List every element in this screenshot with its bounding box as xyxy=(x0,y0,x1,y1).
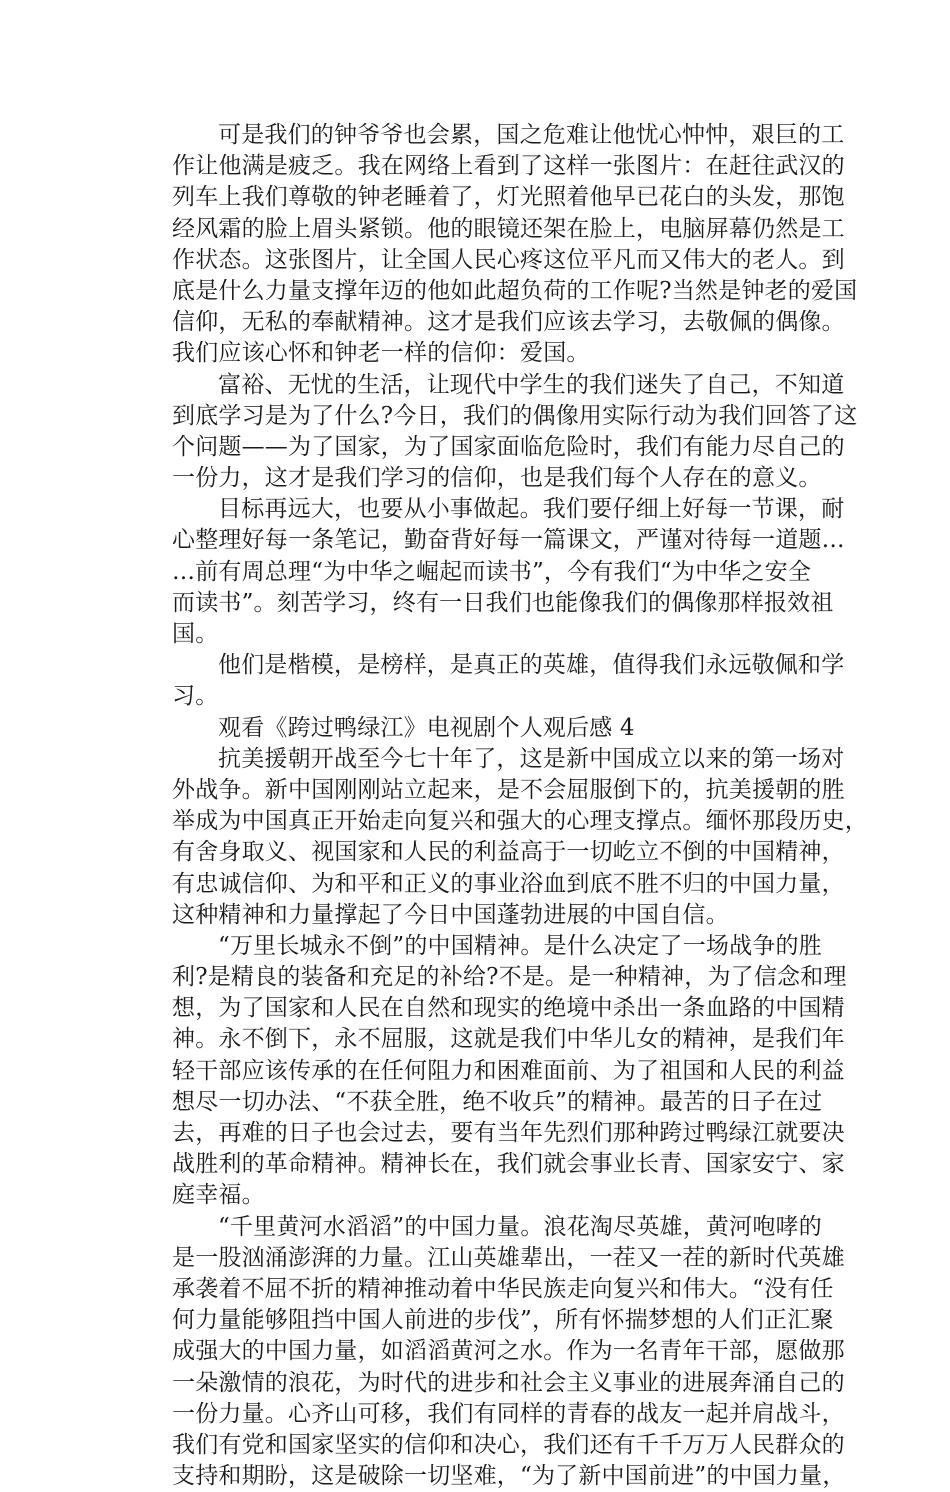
text-line: 想尽一切办法、“不获全胜，绝不收兵”的精神。最苦的日子在过 xyxy=(172,1088,823,1115)
text-line: 个问题——为了国家，为了国家面临危险时，我们有能力尽自己的 xyxy=(172,433,845,460)
text-line: 想，为了国家和人民在自然和现实的绝境中杀出一条血路的中国精 xyxy=(172,995,845,1022)
text-line: 利?是精良的装备和充足的补给?不是。是一种精神，为了信念和理 xyxy=(172,964,847,991)
text-line: “万里长城永不倒”的中国精神。是什么决定了一场战争的胜 xyxy=(218,932,822,959)
article-body xyxy=(172,120,868,1492)
text-line: 而读书”。刻苦学习，终有一日我们也能像我们的偶像那样报效祖 xyxy=(172,589,834,616)
text-line: 作让他满是疲乏。我在网络上看到了这样一张图片：在赶往武汉的 xyxy=(172,153,845,180)
text-line: 有舍身取义、视国家和人民的利益高于一切屹立不倒的中国精神， xyxy=(172,839,845,866)
text-line: 可是我们的钟爷爷也会累，国之危难让他忧心忡忡，艰巨的工 xyxy=(218,122,845,148)
text-line: 习。 xyxy=(172,683,219,710)
section-heading: 观看《跨过鸭绿江》电视剧个人观后感 4 xyxy=(218,714,635,741)
text-line: 富裕、无忧的生活，让现代中学生的我们迷失了自己，不知道 xyxy=(218,371,845,398)
text-line: 是一股汹涌澎湃的力量。江山英雄辈出，一茬又一茬的新时代英雄 xyxy=(172,1244,845,1271)
text-line: 经风霜的脸上眉头紧锁。他的眼镜还架在脸上，电脑屏幕仍然是工 xyxy=(172,215,845,242)
text-line: 底是什么力量支撑年迈的他如此超负荷的工作呢?当然是钟老的爱国 xyxy=(172,277,858,304)
text-line: 一份力，这才是我们学习的信仰，也是我们每个人存在的意义。 xyxy=(172,465,822,492)
text-line: 神。永不倒下，永不屈服，这就是我们中华儿女的精神，是我们年 xyxy=(172,1026,845,1053)
text-line: 成强大的中国力量，如滔滔黄河之水。作为一名青年干部，愿做那 xyxy=(172,1338,845,1365)
text-line: 这种精神和力量撑起了今日中国蓬勃进展的中国自信。 xyxy=(172,901,729,928)
text-line: 战胜利的革命精神。精神长在，我们就会事业长青、国家安宁、家 xyxy=(172,1151,845,1178)
text-line: 列车上我们尊敬的钟老睡着了，灯光照着他早已花白的头发，那饱 xyxy=(172,184,845,211)
text-line: 举成为中国真正开始走向复兴和强大的心理支撑点。缅怀那段历史， xyxy=(172,808,868,835)
text-line: 心整理好每一条笔记，勤奋背好每一篇课文，严谨对待每一道题… xyxy=(172,527,845,554)
text-line: 作状态。这张图片，让全国人民心疼这位平凡而又伟大的老人。到 xyxy=(172,246,845,273)
text-line: 何力量能够阻挡中国人前进的步伐”，所有怀揣梦想的人们正汇聚 xyxy=(172,1307,834,1334)
text-line: 一份力量。心齐山可移，我们有同样的青春的战友一起并肩战斗， xyxy=(172,1400,845,1427)
text-line: 去，再难的日子也会过去，要有当年先烈们那种跨过鸭绿江就要决 xyxy=(172,1120,845,1146)
text-line: 抗美援朝开战至今七十年了，这是新中国成立以来的第一场对 xyxy=(218,745,845,772)
text-line: 到底学习是为了什么?今日，我们的偶像用实际行动为我们回答了这 xyxy=(172,402,858,429)
text-line: “千里黄河水滔滔”的中国力量。浪花淘尽英雄，黄河咆哮的 xyxy=(218,1213,822,1240)
text-line: 支持和期盼，这是破除一切坚难，“为了新中国前进”的中国力量， xyxy=(172,1463,846,1490)
text-line: 我们有党和国家坚实的信仰和决心，我们还有千千万万人民群众的 xyxy=(172,1431,845,1458)
text-line: 信仰，无私的奉献精神。这才是我们应该去学习，去敬佩的偶像。 xyxy=(172,309,845,336)
text-line: 庭幸福。 xyxy=(172,1182,265,1209)
text-line: 他们是楷模，是榜样，是真正的英雄，值得我们永远敬佩和学 xyxy=(218,652,845,679)
text-line: 轻干部应该传承的在任何阻力和困难面前、为了祖国和人民的利益 xyxy=(172,1057,845,1084)
text-line: …前有周总理“为中华之崛起而读书”，今有我们“为中华之安全 xyxy=(172,558,812,585)
text-line: 承袭着不屈不折的精神推动着中华民族走向复兴和伟大。“没有任 xyxy=(172,1275,834,1302)
text-line: 我们应该心怀和钟老一样的信仰：爱国。 xyxy=(172,340,590,367)
text-line: 一朵激情的浪花，为时代的进步和社会主义事业的进展奔涌自己的 xyxy=(172,1369,845,1396)
text-line: 外战争。新中国刚刚站立起来，是不会屈服倒下的，抗美援朝的胜 xyxy=(172,776,845,803)
text-line: 国。 xyxy=(172,621,219,647)
text-line: 有忠诚信仰、为和平和正义的事业浴血到底不胜不归的中国力量， xyxy=(172,870,845,897)
text-line: 目标再远大，也要从小事做起。我们要仔细上好每一节课，耐 xyxy=(218,496,845,523)
